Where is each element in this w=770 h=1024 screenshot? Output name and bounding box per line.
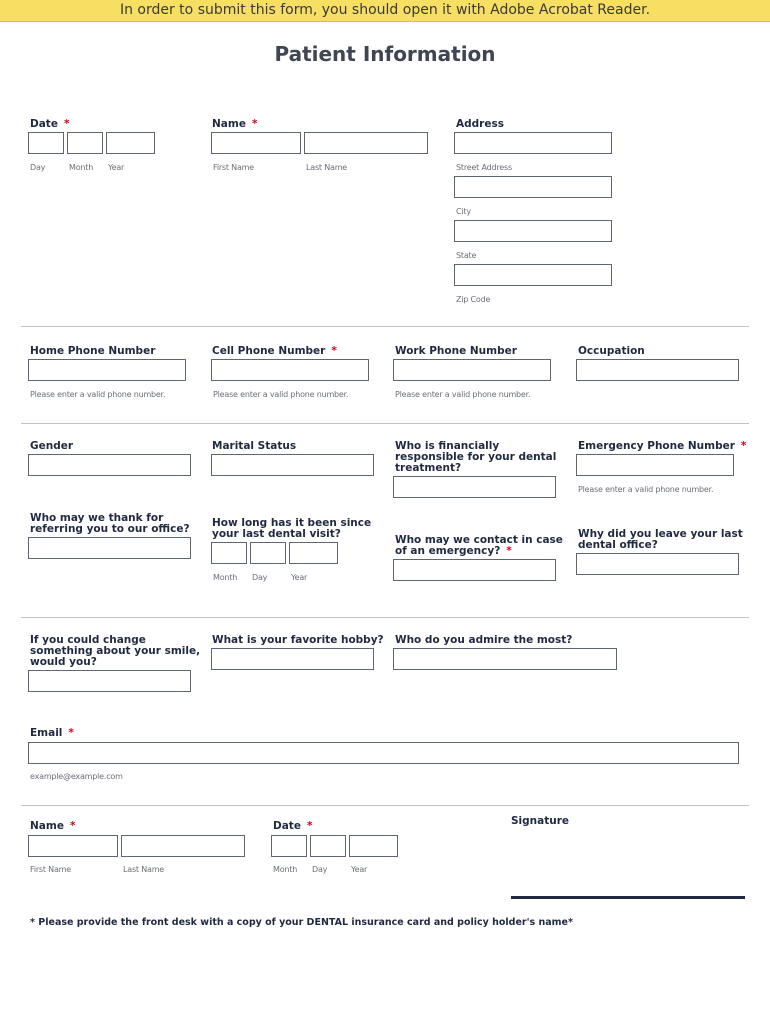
last-visit-label: How long has it been since your last dental visit? xyxy=(212,517,372,540)
zip-code-caption: Zip Code xyxy=(456,295,491,304)
date-year-field[interactable] xyxy=(106,132,155,154)
required-mark: * xyxy=(68,727,74,739)
date-year-caption: Year xyxy=(108,163,125,172)
state-caption: State xyxy=(456,251,477,260)
required-mark: * xyxy=(506,545,512,557)
last-visit-month-field[interactable] xyxy=(211,542,247,564)
referral-label: Who may we thank for referring you to our office? xyxy=(30,512,190,535)
emergency-phone-field[interactable] xyxy=(576,454,734,476)
section-divider xyxy=(21,805,749,806)
occupation-label: Occupation xyxy=(578,345,645,357)
sign-date-month-caption: Month xyxy=(273,865,298,874)
date-month-caption: Month xyxy=(69,163,94,172)
work-phone-field[interactable] xyxy=(393,359,551,381)
sign-name-label: Name * xyxy=(30,820,76,832)
sign-first-name-field[interactable] xyxy=(28,835,118,857)
city-field[interactable] xyxy=(454,176,612,198)
last-visit-day-caption: Day xyxy=(252,573,268,582)
referral-field[interactable] xyxy=(28,537,191,559)
first-name-field[interactable] xyxy=(211,132,301,154)
required-mark: * xyxy=(69,820,76,832)
work-phone-label: Work Phone Number xyxy=(395,345,517,357)
name-label: Name * xyxy=(212,118,258,130)
sign-date-month-field[interactable] xyxy=(271,835,307,857)
why-leave-label: Why did you leave your last dental office? xyxy=(578,528,743,551)
required-mark: * xyxy=(63,118,70,130)
financial-responsibility-label: Who is financially responsible for your dental treatment? xyxy=(395,440,557,474)
page-title: Patient Information xyxy=(274,42,496,66)
section-divider xyxy=(21,423,749,424)
sign-date-day-caption: Day xyxy=(312,865,328,874)
date-month-field[interactable] xyxy=(67,132,103,154)
work-phone-hint: Please enter a valid phone number. xyxy=(395,390,531,399)
marital-status-field[interactable] xyxy=(211,454,374,476)
sign-date-label: Date * xyxy=(273,820,313,832)
sign-first-name-caption: First Name xyxy=(30,865,71,874)
signature-pad[interactable] xyxy=(511,896,745,899)
first-name-caption: First Name xyxy=(213,163,254,172)
last-visit-year-field[interactable] xyxy=(289,542,338,564)
financial-responsibility-field[interactable] xyxy=(393,476,556,498)
section-divider xyxy=(21,617,749,618)
signature-label: Signature xyxy=(511,815,570,827)
home-phone-field[interactable] xyxy=(28,359,186,381)
last-visit-year-caption: Year xyxy=(291,573,308,582)
section-divider xyxy=(21,326,749,327)
last-visit-day-field[interactable] xyxy=(250,542,286,564)
cell-phone-field[interactable] xyxy=(211,359,369,381)
admire-label: Who do you admire the most? xyxy=(395,634,573,646)
street-address-caption: Street Address xyxy=(456,163,512,172)
home-phone-hint: Please enter a valid phone number. xyxy=(30,390,166,399)
sign-last-name-field[interactable] xyxy=(121,835,245,857)
last-visit-month-caption: Month xyxy=(213,573,238,582)
email-hint: example@example.com xyxy=(30,772,123,781)
date-day-field[interactable] xyxy=(28,132,64,154)
home-phone-label: Home Phone Number xyxy=(30,345,156,357)
smile-change-field[interactable] xyxy=(28,670,191,692)
cell-phone-hint: Please enter a valid phone number. xyxy=(213,390,349,399)
required-mark: * xyxy=(306,820,313,832)
emergency-phone-hint: Please enter a valid phone number. xyxy=(578,485,714,494)
acrobat-notice-banner: In order to submit this form, you should open it with Adobe Acrobat Reader. xyxy=(0,0,770,22)
emergency-contact-field[interactable] xyxy=(393,559,556,581)
insurance-note: * Please provide the front desk with a copy of your DENTAL insurance card and policy holder's name* xyxy=(30,917,573,928)
favorite-hobby-field[interactable] xyxy=(211,648,374,670)
emergency-phone-label: Emergency Phone Number * xyxy=(578,440,747,452)
favorite-hobby-label: What is your favorite hobby? xyxy=(212,634,384,646)
state-field[interactable] xyxy=(454,220,612,242)
required-mark: * xyxy=(331,345,337,357)
required-mark: * xyxy=(251,118,258,130)
admire-field[interactable] xyxy=(393,648,617,670)
gender-label: Gender xyxy=(30,440,74,452)
date-day-caption: Day xyxy=(30,163,46,172)
emergency-contact-label: Who may we contact in case of an emergency? * xyxy=(395,534,563,557)
zip-code-field[interactable] xyxy=(454,264,612,286)
email-field[interactable] xyxy=(28,742,739,764)
street-address-field[interactable] xyxy=(454,132,612,154)
cell-phone-label: Cell Phone Number * xyxy=(212,345,337,357)
gender-field[interactable] xyxy=(28,454,191,476)
sign-date-day-field[interactable] xyxy=(310,835,346,857)
date-label: Date * xyxy=(30,118,70,130)
smile-change-label: If you could change something about your smile, would you? xyxy=(30,634,201,668)
sign-last-name-caption: Last Name xyxy=(123,865,165,874)
sign-date-year-field[interactable] xyxy=(349,835,398,857)
marital-status-label: Marital Status xyxy=(212,440,297,452)
email-label: Email * xyxy=(30,727,74,739)
city-caption: City xyxy=(456,207,471,216)
last-name-field[interactable] xyxy=(304,132,428,154)
sign-date-year-caption: Year xyxy=(351,865,368,874)
required-mark: * xyxy=(740,440,747,452)
last-name-caption: Last Name xyxy=(306,163,348,172)
why-leave-field[interactable] xyxy=(576,553,739,575)
address-label: Address xyxy=(456,118,504,130)
occupation-field[interactable] xyxy=(576,359,739,381)
